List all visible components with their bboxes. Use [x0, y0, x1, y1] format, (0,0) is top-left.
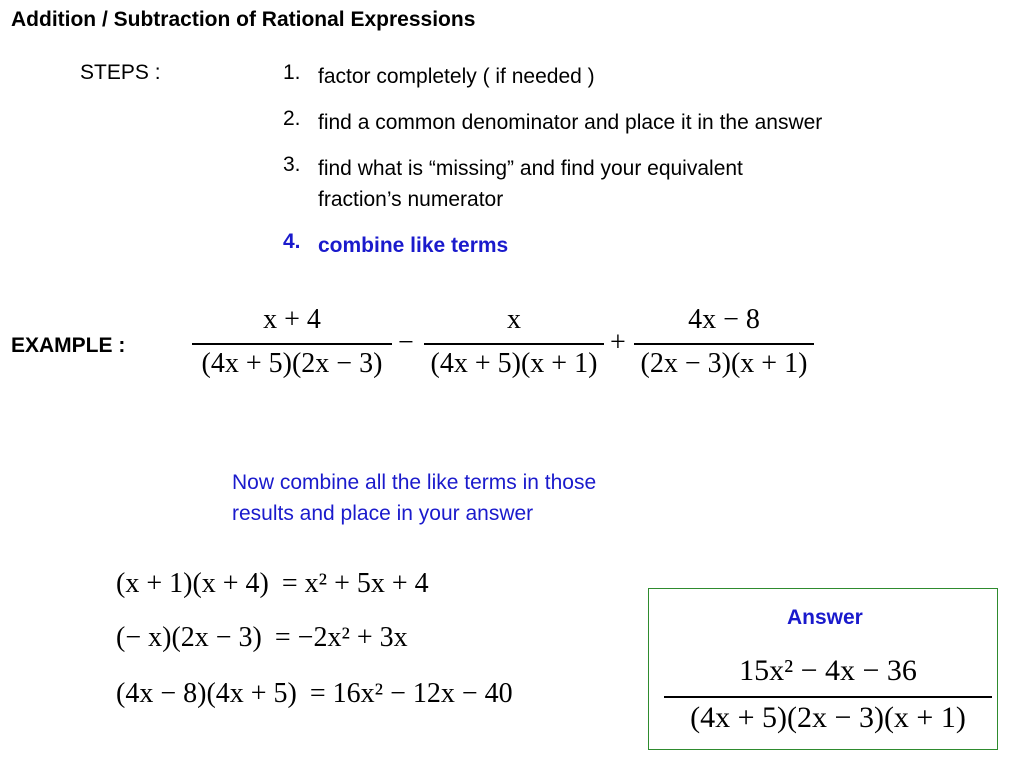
note-line-1: Now combine all the like terms in those: [232, 471, 597, 494]
minus-operator: −: [398, 327, 414, 358]
fraction-bar: [664, 696, 992, 698]
fraction-1-denominator: (4x + 5)(2x − 3): [201, 348, 383, 379]
step-number: 4.: [283, 230, 301, 253]
example-label: EXAMPLE :: [11, 334, 126, 357]
fraction-3-numerator: 4x − 8: [688, 304, 760, 335]
equation-lhs: (− x)(2x − 3): [116, 622, 262, 653]
equation-rhs: = −2x² + 3x: [274, 622, 408, 653]
fraction-3: [634, 302, 814, 392]
fraction-3-denominator: (2x − 3)(x + 1): [640, 348, 808, 379]
answer-fraction: [664, 652, 992, 744]
step-number: 1.: [283, 61, 301, 84]
product-equation-2: [116, 622, 408, 654]
example-expression: [192, 302, 822, 392]
step-number: 3.: [283, 153, 301, 176]
step-1: [283, 61, 983, 92]
step-text: find a common denominator and place it in the answer: [318, 111, 823, 134]
fraction-bar: [424, 343, 604, 345]
fraction-bar: [634, 343, 814, 345]
fraction-bar: [192, 343, 392, 345]
equation-lhs: (4x − 8)(4x + 5): [116, 678, 297, 709]
fraction-2-denominator: (4x + 5)(x + 1): [430, 348, 598, 379]
equation-rhs: = 16x² − 12x − 40: [309, 678, 513, 709]
step-text: combine like terms: [318, 234, 509, 257]
combine-note: [232, 467, 712, 529]
answer-label: Answer: [787, 606, 863, 629]
equation-rhs: = x² + 5x + 4: [281, 568, 429, 599]
step-4: [283, 230, 983, 261]
equation-lhs: (x + 1)(x + 4): [116, 568, 269, 599]
step-text-line2: fraction’s numerator: [318, 188, 504, 211]
step-2: [283, 107, 983, 138]
product-equation-3: [116, 678, 513, 710]
product-equation-1: [116, 568, 429, 600]
steps-label: STEPS :: [80, 61, 161, 84]
page-title: Addition / Subtraction of Rational Expressions: [11, 8, 476, 31]
plus-operator: +: [610, 327, 626, 358]
fraction-1: [192, 302, 392, 392]
step-text: factor completely ( if needed ): [318, 65, 595, 88]
fraction-2: [424, 302, 604, 392]
note-line-2: results and place in your answer: [232, 502, 534, 525]
fraction-2-numerator: x: [507, 304, 521, 335]
step-number: 2.: [283, 107, 301, 130]
answer-numerator: 15x² − 4x − 36: [739, 654, 917, 687]
step-text-line1: find what is “missing” and find your equivalent: [318, 157, 743, 180]
fraction-1-numerator: x + 4: [263, 304, 321, 335]
step-3: [283, 153, 983, 215]
answer-denominator: (4x + 5)(2x − 3)(x + 1): [690, 701, 966, 734]
